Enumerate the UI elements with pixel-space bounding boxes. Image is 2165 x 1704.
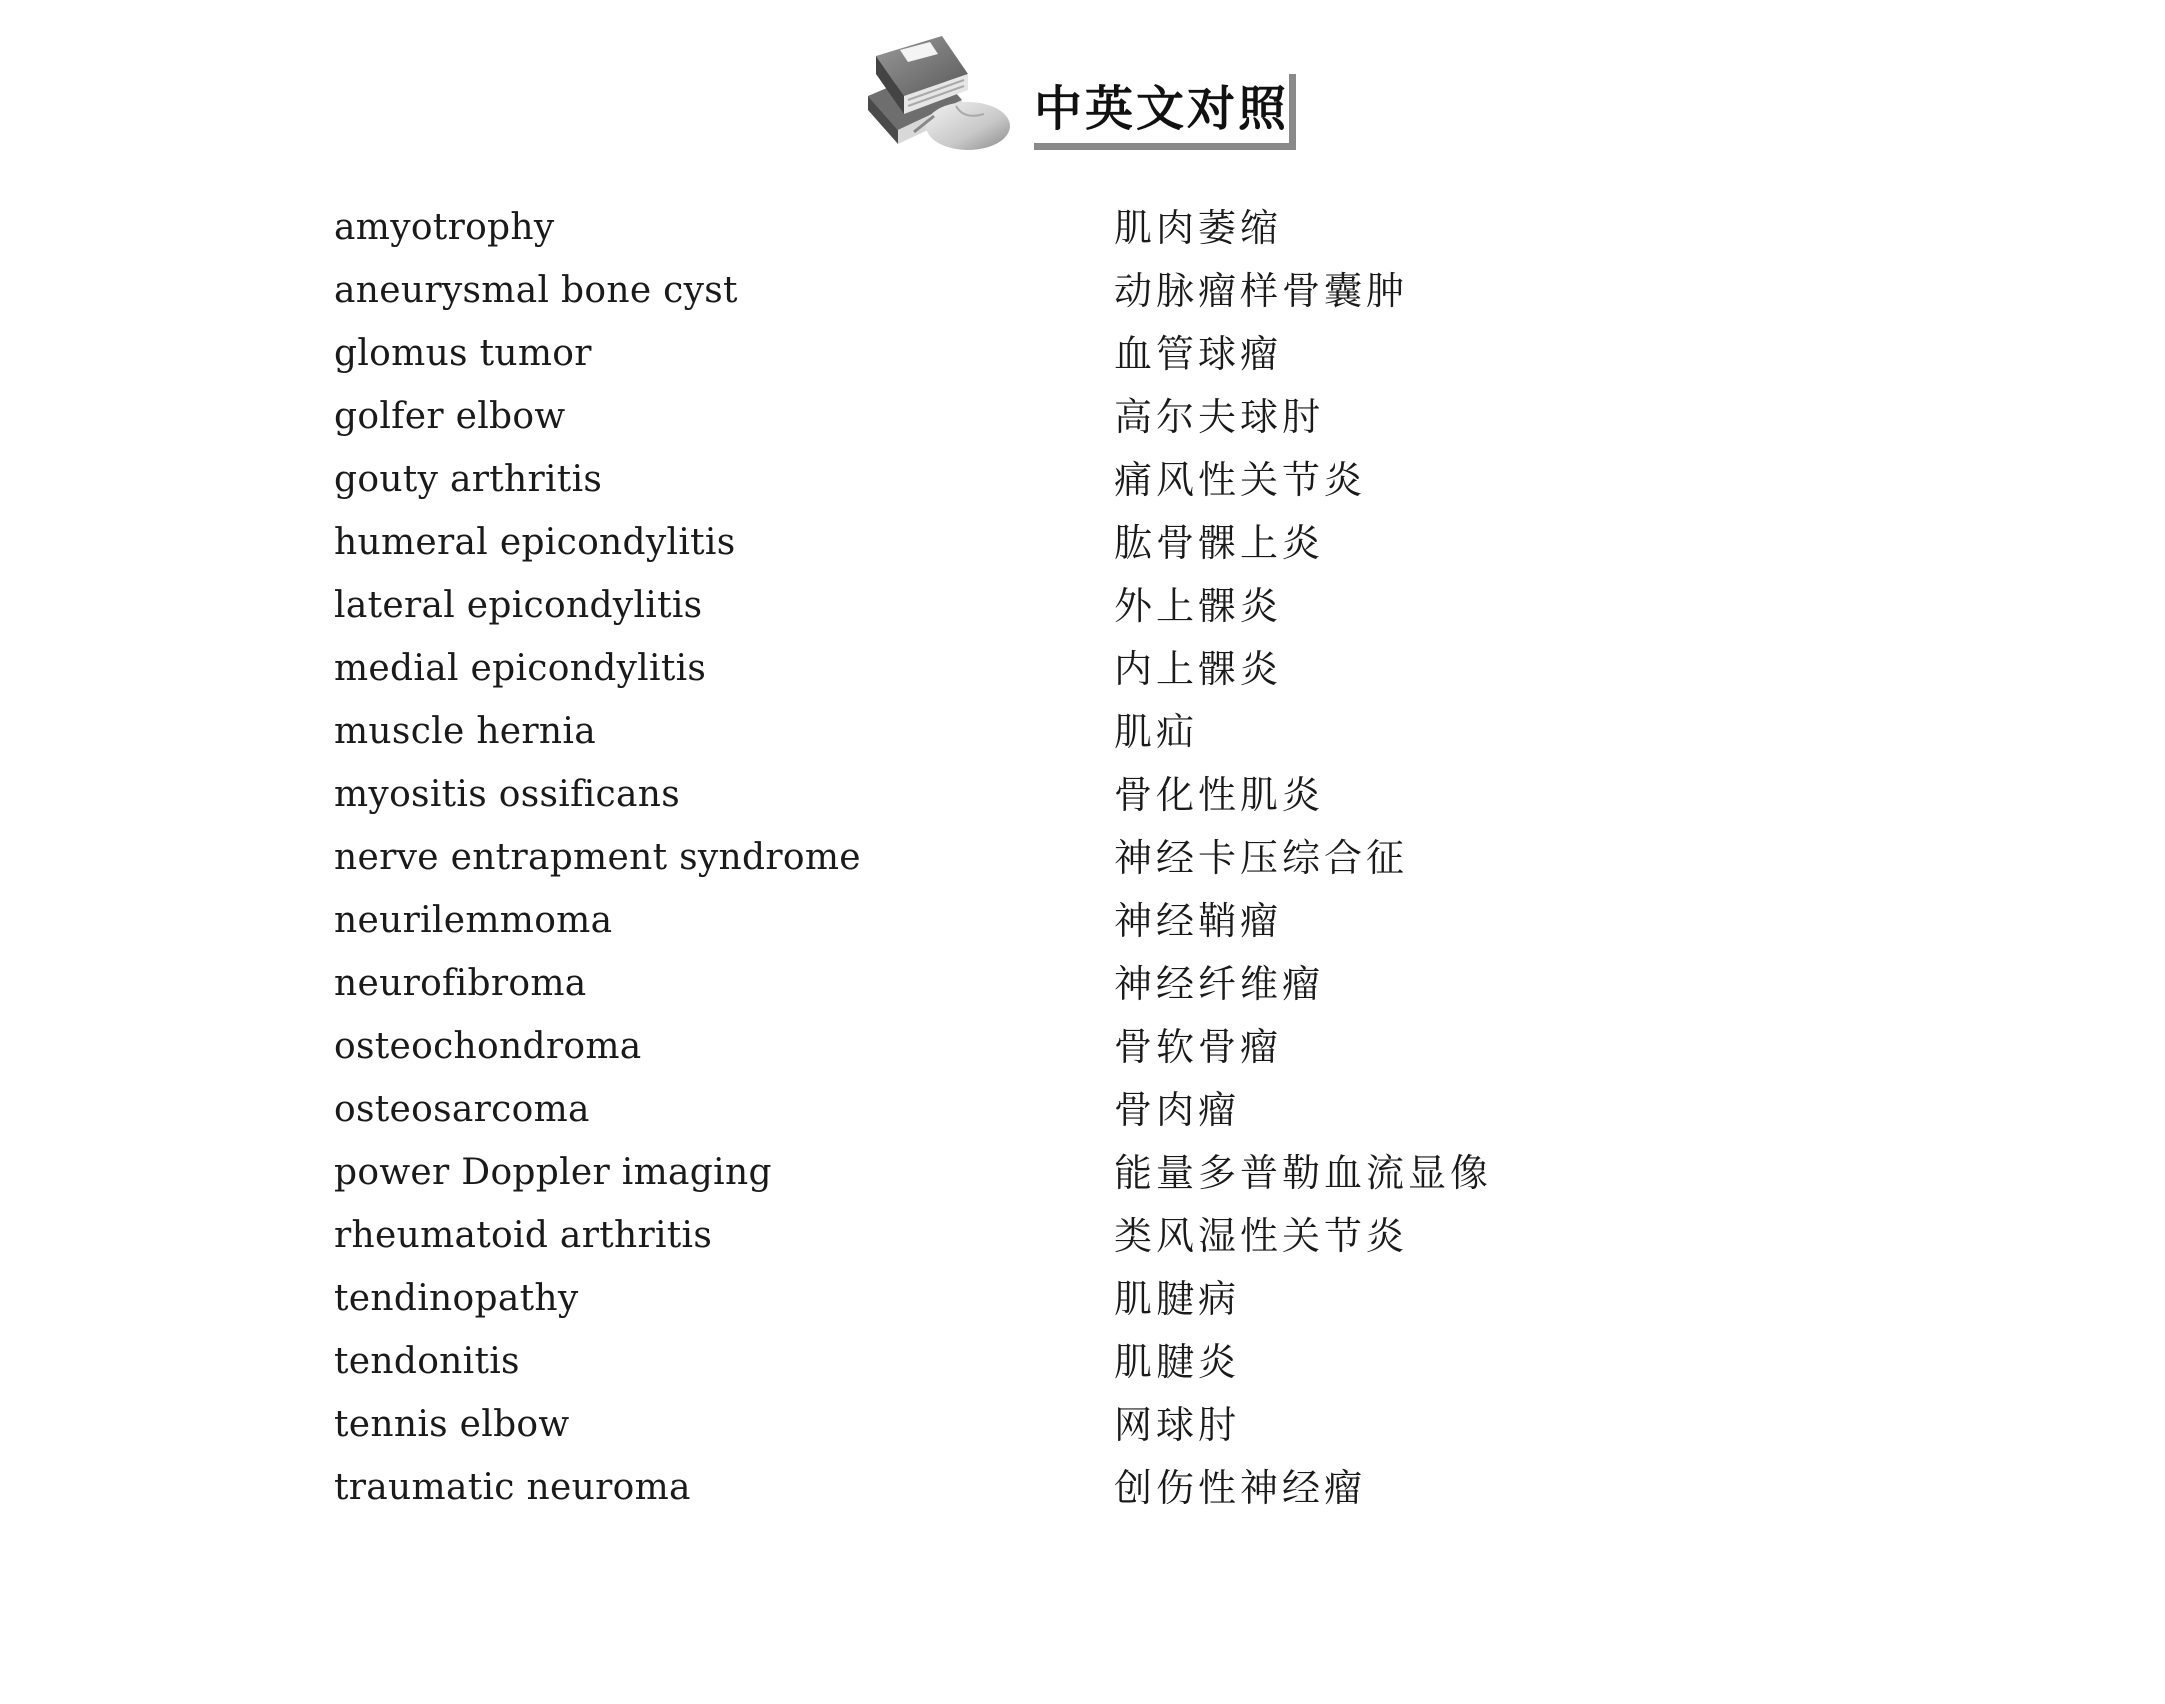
term-english: muscle hernia	[334, 710, 596, 752]
term-chinese: 肌肉萎缩	[1114, 205, 1283, 250]
term-chinese: 肌疝	[1114, 709, 1199, 754]
term-chinese: 内上髁炎	[1114, 646, 1283, 691]
book-mouse-icon	[864, 34, 1014, 159]
list-item	[334, 385, 1634, 448]
list-item	[334, 637, 1634, 700]
list-item	[334, 1141, 1634, 1204]
term-english: medial epicondylitis	[334, 647, 707, 689]
list-item	[334, 826, 1634, 889]
term-chinese: 骨肉瘤	[1114, 1087, 1241, 1132]
section-header	[864, 34, 1324, 164]
term-english: nerve entrapment syndrome	[334, 836, 861, 878]
term-chinese: 神经卡压综合征	[1114, 835, 1409, 880]
term-chinese: 肌腱炎	[1114, 1339, 1241, 1384]
term-chinese: 痛风性关节炎	[1114, 457, 1367, 502]
list-item	[334, 763, 1634, 826]
term-chinese: 外上髁炎	[1114, 583, 1283, 628]
list-item	[334, 1015, 1634, 1078]
list-item	[334, 511, 1634, 574]
list-item	[334, 700, 1634, 763]
term-english: osteosarcoma	[334, 1088, 590, 1130]
term-chinese: 骨软骨瘤	[1114, 1024, 1283, 1069]
term-chinese: 动脉瘤样骨囊肿	[1114, 268, 1409, 313]
term-english: traumatic neuroma	[334, 1466, 691, 1508]
term-chinese: 血管球瘤	[1114, 331, 1283, 376]
term-english: lateral epicondylitis	[334, 584, 703, 626]
page-title: 中英文对照	[1034, 80, 1290, 137]
term-chinese: 能量多普勒血流显像	[1114, 1150, 1493, 1195]
list-item	[334, 952, 1634, 1015]
term-english: amyotrophy	[334, 206, 555, 248]
list-item	[334, 1456, 1634, 1519]
term-english: tendinopathy	[334, 1277, 579, 1319]
term-english: glomus tumor	[334, 332, 592, 374]
term-chinese: 高尔夫球肘	[1114, 394, 1325, 439]
term-english: neurilemmoma	[334, 899, 613, 941]
term-english: aneurysmal bone cyst	[334, 269, 738, 311]
header-title-box	[1034, 74, 1296, 150]
term-english: tennis elbow	[334, 1403, 570, 1445]
list-item	[334, 322, 1634, 385]
term-chinese: 肱骨髁上炎	[1114, 520, 1325, 565]
list-item	[334, 1267, 1634, 1330]
term-list	[334, 196, 1634, 1519]
term-english: gouty arthritis	[334, 458, 603, 500]
term-english: myositis ossificans	[334, 773, 680, 815]
list-item	[334, 889, 1634, 952]
term-chinese: 肌腱病	[1114, 1276, 1241, 1321]
term-chinese: 创伤性神经瘤	[1114, 1465, 1367, 1510]
term-chinese: 神经纤维瘤	[1114, 961, 1325, 1006]
term-chinese: 神经鞘瘤	[1114, 898, 1283, 943]
list-item	[334, 1330, 1634, 1393]
term-chinese: 类风湿性关节炎	[1114, 1213, 1409, 1258]
list-item	[334, 259, 1634, 322]
list-item	[334, 448, 1634, 511]
term-english: osteochondroma	[334, 1025, 642, 1067]
term-english: rheumatoid arthritis	[334, 1214, 713, 1256]
term-english: tendonitis	[334, 1340, 520, 1382]
term-english: humeral epicondylitis	[334, 521, 736, 563]
term-english: neurofibroma	[334, 962, 587, 1004]
list-item	[334, 196, 1634, 259]
term-chinese: 网球肘	[1114, 1402, 1241, 1447]
list-item	[334, 1393, 1634, 1456]
list-item	[334, 574, 1634, 637]
term-english: power Doppler imaging	[334, 1151, 772, 1193]
term-chinese: 骨化性肌炎	[1114, 772, 1325, 817]
term-english: golfer elbow	[334, 395, 566, 437]
list-item	[334, 1078, 1634, 1141]
list-item	[334, 1204, 1634, 1267]
